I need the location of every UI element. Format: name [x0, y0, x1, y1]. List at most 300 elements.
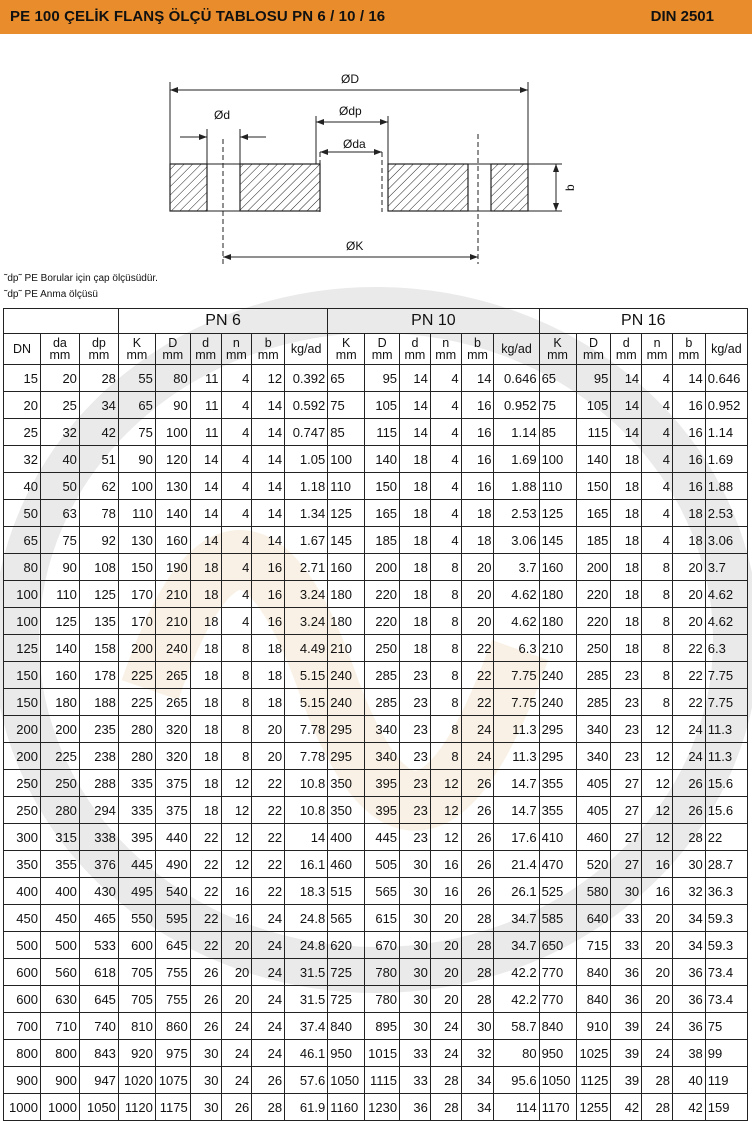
- table-row: [4, 554, 748, 581]
- table-cell: 28: [672, 824, 705, 851]
- table-cell: 1115: [365, 1067, 400, 1094]
- table-cell: 20: [430, 986, 461, 1013]
- col-header-pn2-2-symbol: d: [622, 336, 630, 350]
- table-cell: 400: [40, 878, 79, 905]
- table-cell: 18: [190, 797, 221, 824]
- table-cell: 910: [576, 1013, 611, 1040]
- table-cell: 20: [461, 581, 494, 608]
- table-cell: 1050: [539, 1067, 576, 1094]
- table-cell: 105: [576, 392, 611, 419]
- table-cell: 26: [221, 1094, 252, 1121]
- table-cell: 400: [328, 824, 365, 851]
- table-row: [4, 716, 748, 743]
- table-cell: 26: [672, 770, 705, 797]
- table-cell: 800: [40, 1040, 79, 1067]
- table-cell: 1000: [40, 1094, 79, 1121]
- table-cell: 34: [461, 1094, 494, 1121]
- table-cell: 185: [576, 527, 611, 554]
- table-cell: 105: [365, 392, 400, 419]
- table-cell: 24: [461, 716, 494, 743]
- table-cell: 42.2: [494, 986, 539, 1013]
- table-cell: 14: [252, 419, 285, 446]
- table-cell: 4.62: [494, 608, 539, 635]
- col-header-left-2: [79, 334, 118, 365]
- table-cell: 2.71: [285, 554, 328, 581]
- table-cell: 450: [40, 905, 79, 932]
- col-header-pn2-3-unit: mm: [646, 348, 668, 362]
- table-cell: 100: [328, 446, 365, 473]
- table-cell: 3.7: [494, 554, 539, 581]
- table-cell: 7.75: [705, 689, 747, 716]
- table-cell: 8: [430, 581, 461, 608]
- label-da: Øda: [343, 137, 366, 151]
- table-cell: 280: [118, 716, 155, 743]
- table-cell: 1050: [328, 1067, 365, 1094]
- col-header-pn1-1: [365, 334, 400, 365]
- table-cell: 615: [365, 905, 400, 932]
- table-cell: 440: [155, 824, 190, 851]
- table-cell: 550: [118, 905, 155, 932]
- col-header-pn0-5-symbol: kg/ad: [290, 342, 322, 356]
- table-cell: 320: [155, 743, 190, 770]
- table-cell: 33: [611, 932, 642, 959]
- table-cell: 28.7: [705, 851, 747, 878]
- table-cell: 395: [365, 797, 400, 824]
- table-cell: 75: [328, 392, 365, 419]
- table-row: [4, 770, 748, 797]
- table-cell: 170: [118, 608, 155, 635]
- table-cell: 42: [672, 1094, 705, 1121]
- table-cell: 200: [4, 743, 41, 770]
- note-dp-diameter: ˜dp˜ PE Borular için çap ölçüsüdür.: [4, 273, 158, 284]
- table-cell: 840: [576, 959, 611, 986]
- table-cell: 285: [576, 662, 611, 689]
- table-cell: 26: [461, 824, 494, 851]
- table-cell: 18: [611, 527, 642, 554]
- table-cell: 20: [642, 959, 673, 986]
- table-cell: 900: [4, 1067, 41, 1094]
- table-cell: 7.75: [494, 662, 539, 689]
- table-cell: 57.6: [285, 1067, 328, 1094]
- table-cell: 16: [672, 392, 705, 419]
- table-cell: 11: [190, 392, 221, 419]
- table-cell: 50: [4, 500, 41, 527]
- table-cell: 4: [642, 473, 673, 500]
- table-cell: 585: [539, 905, 576, 932]
- table-cell: 250: [365, 635, 400, 662]
- table-cell: 975: [155, 1040, 190, 1067]
- table-cell: 108: [79, 554, 118, 581]
- table-cell: 24: [252, 1013, 285, 1040]
- table-cell: 80: [155, 365, 190, 392]
- table-cell: 250: [576, 635, 611, 662]
- table-cell: 520: [576, 851, 611, 878]
- table-cell: 375: [155, 770, 190, 797]
- table-cell: 430: [79, 878, 118, 905]
- table-cell: 4.49: [285, 635, 328, 662]
- table-cell: 7.75: [494, 689, 539, 716]
- table-cell: 4: [221, 365, 252, 392]
- table-cell: 22: [252, 878, 285, 905]
- table-cell: 600: [4, 986, 41, 1013]
- table-cell: 30: [400, 932, 431, 959]
- table-cell: 20: [461, 554, 494, 581]
- table-cell: 12: [430, 824, 461, 851]
- col-header-pn0-2-unit: mm: [195, 348, 217, 362]
- table-cell: 770: [539, 959, 576, 986]
- table-cell: 460: [328, 851, 365, 878]
- table-cell: 18: [252, 689, 285, 716]
- table-cell: 24: [672, 716, 705, 743]
- table-cell: 1.18: [285, 473, 328, 500]
- col-header-pn0-3: [221, 334, 252, 365]
- table-cell: 450: [4, 905, 41, 932]
- table-cell: 16: [642, 851, 673, 878]
- table-cell: 755: [155, 986, 190, 1013]
- col-header-pn0-1-unit: mm: [162, 348, 184, 362]
- table-cell: 22: [672, 635, 705, 662]
- table-cell: 51: [79, 446, 118, 473]
- table-cell: 445: [365, 824, 400, 851]
- table-row: [4, 689, 748, 716]
- table-cell: 900: [40, 1067, 79, 1094]
- table-cell: 288: [79, 770, 118, 797]
- table-cell: 705: [118, 986, 155, 1013]
- table-cell: 18: [611, 581, 642, 608]
- table-cell: 18: [611, 608, 642, 635]
- table-row: [4, 959, 748, 986]
- table-cell: 780: [365, 959, 400, 986]
- table-cell: 0.646: [705, 365, 747, 392]
- table-cell: 4: [430, 392, 461, 419]
- table-cell: 1175: [155, 1094, 190, 1121]
- table-cell: 114: [494, 1094, 539, 1121]
- table-cell: 12: [642, 824, 673, 851]
- table-cell: 34.7: [494, 932, 539, 959]
- table-cell: 30: [400, 905, 431, 932]
- table-cell: 75: [118, 419, 155, 446]
- table-cell: 4: [221, 581, 252, 608]
- table-cell: 165: [365, 500, 400, 527]
- table-cell: 18: [400, 446, 431, 473]
- table-body: [4, 365, 748, 1121]
- table-cell: 10.8: [285, 797, 328, 824]
- table-row: [4, 581, 748, 608]
- table-cell: 31.5: [285, 959, 328, 986]
- table-cell: 14: [400, 392, 431, 419]
- table-cell: 1.69: [494, 446, 539, 473]
- col-header-pn0-4: [252, 334, 285, 365]
- table-cell: 2.53: [705, 500, 747, 527]
- table-cell: 840: [328, 1013, 365, 1040]
- table-cell: 4: [430, 365, 461, 392]
- table-cell: 800: [4, 1040, 41, 1067]
- col-header-pn2-1-unit: mm: [583, 348, 604, 362]
- table-cell: 8: [221, 743, 252, 770]
- table-cell: 340: [365, 743, 400, 770]
- table-cell: 33: [400, 1040, 431, 1067]
- table-cell: 700: [4, 1013, 41, 1040]
- table-cell: 100: [539, 446, 576, 473]
- table-cell: 130: [155, 473, 190, 500]
- col-header-left-0: [4, 334, 41, 365]
- table-cell: 0.392: [285, 365, 328, 392]
- table-cell: 8: [430, 554, 461, 581]
- col-header-pn0-2-symbol: d: [202, 336, 210, 350]
- table-cell: 295: [328, 716, 365, 743]
- table-cell: 28: [461, 932, 494, 959]
- table-cell: 4: [221, 608, 252, 635]
- table-cell: 27: [611, 824, 642, 851]
- table-cell: 18: [461, 527, 494, 554]
- table-cell: 18: [400, 635, 431, 662]
- table-cell: 525: [539, 878, 576, 905]
- table-cell: 16: [221, 878, 252, 905]
- table-cell: 12: [252, 365, 285, 392]
- table-cell: 16: [461, 419, 494, 446]
- table-cell: 11.3: [705, 743, 747, 770]
- table-cell: 14.7: [494, 797, 539, 824]
- table-cell: 12: [221, 851, 252, 878]
- table-cell: 860: [155, 1013, 190, 1040]
- table-cell: 16: [672, 446, 705, 473]
- table-cell: 22: [672, 689, 705, 716]
- table-cell: 28: [642, 1067, 673, 1094]
- table-cell: 160: [40, 662, 79, 689]
- table-cell: 1050: [79, 1094, 118, 1121]
- table-cell: 8: [221, 662, 252, 689]
- table-cell: 31.5: [285, 986, 328, 1013]
- table-cell: 23: [400, 716, 431, 743]
- table-cell: 159: [705, 1094, 747, 1121]
- table-cell: 65: [118, 392, 155, 419]
- table-cell: 20: [642, 932, 673, 959]
- col-header-pn2-0-symbol: K: [553, 336, 562, 350]
- table-cell: 710: [40, 1013, 79, 1040]
- table-row: [4, 1094, 748, 1121]
- table-cell: 37.4: [285, 1013, 328, 1040]
- table-cell: 100: [4, 608, 41, 635]
- table-cell: 600: [118, 932, 155, 959]
- table-cell: 20: [40, 365, 79, 392]
- table-cell: 4: [430, 473, 461, 500]
- table-cell: 595: [155, 905, 190, 932]
- table-cell: 30: [400, 959, 431, 986]
- col-header-pn0-0-unit: mm: [126, 348, 148, 362]
- table-cell: 4: [642, 446, 673, 473]
- table-cell: 28: [430, 1094, 461, 1121]
- table-cell: 18: [190, 743, 221, 770]
- table-cell: 250: [4, 797, 41, 824]
- table-cell: 24: [252, 1040, 285, 1067]
- table-cell: 150: [4, 689, 41, 716]
- table-cell: 95: [365, 365, 400, 392]
- col-header-pn2-4-symbol: b: [685, 336, 693, 350]
- col-header-pn0-0-symbol: K: [132, 336, 142, 350]
- table-cell: 46.1: [285, 1040, 328, 1067]
- table-cell: 23: [400, 689, 431, 716]
- table-cell: 0.952: [705, 392, 747, 419]
- table-cell: 410: [539, 824, 576, 851]
- table-cell: 4: [642, 500, 673, 527]
- table-cell: 18: [190, 554, 221, 581]
- table-cell: 355: [40, 851, 79, 878]
- table-cell: 62: [79, 473, 118, 500]
- table-cell: 8: [642, 635, 673, 662]
- table-cell: 7.78: [285, 743, 328, 770]
- table-cell: 16.1: [285, 851, 328, 878]
- col-header-pn1-4: [461, 334, 494, 365]
- table-cell: 20: [461, 608, 494, 635]
- table-cell: 135: [79, 608, 118, 635]
- table-cell: 1.05: [285, 446, 328, 473]
- table-cell: 8: [642, 581, 673, 608]
- table-cell: 73.4: [705, 986, 747, 1013]
- table-cell: 180: [539, 608, 576, 635]
- table-cell: 100: [4, 581, 41, 608]
- table-cell: 225: [40, 743, 79, 770]
- table-cell: 340: [576, 716, 611, 743]
- title-bar: [0, 0, 752, 34]
- table-cell: 23: [611, 716, 642, 743]
- table-cell: 6.3: [494, 635, 539, 662]
- table-cell: 1255: [576, 1094, 611, 1121]
- col-header-pn1-3: [430, 334, 461, 365]
- table-cell: 30: [400, 851, 431, 878]
- table-cell: 23: [611, 662, 642, 689]
- table-cell: 16: [221, 905, 252, 932]
- table-cell: 22: [705, 824, 747, 851]
- table-cell: 18: [190, 716, 221, 743]
- table-cell: 4: [221, 500, 252, 527]
- table-cell: 28: [461, 986, 494, 1013]
- table-cell: 30: [461, 1013, 494, 1040]
- table-cell: 125: [328, 500, 365, 527]
- table-cell: 495: [118, 878, 155, 905]
- table-cell: 4: [642, 392, 673, 419]
- table-cell: 27: [611, 797, 642, 824]
- table-cell: 20: [221, 986, 252, 1013]
- table-cell: 26: [672, 797, 705, 824]
- table-cell: 115: [365, 419, 400, 446]
- table-cell: 24: [672, 743, 705, 770]
- table-cell: 1.34: [285, 500, 328, 527]
- table-cell: 4: [221, 419, 252, 446]
- table-cell: 100: [118, 473, 155, 500]
- col-header-pn2-0: [539, 334, 576, 365]
- label-D: ØD: [341, 72, 359, 86]
- table-cell: 14: [252, 446, 285, 473]
- table-cell: 30: [400, 986, 431, 1013]
- table-cell: 375: [155, 797, 190, 824]
- table-row: [4, 419, 748, 446]
- table-cell: 17.6: [494, 824, 539, 851]
- table-cell: 470: [539, 851, 576, 878]
- table-cell: 18: [611, 473, 642, 500]
- table-cell: 20: [672, 581, 705, 608]
- table-cell: 65: [4, 527, 41, 554]
- table-cell: 36: [672, 1013, 705, 1040]
- table-cell: 5.15: [285, 689, 328, 716]
- table-cell: 405: [576, 797, 611, 824]
- table-cell: 33: [400, 1067, 431, 1094]
- table-cell: 24.8: [285, 932, 328, 959]
- table-cell: 0.646: [494, 365, 539, 392]
- table-cell: 1170: [539, 1094, 576, 1121]
- table-cell: 14: [611, 365, 642, 392]
- table-cell: 18: [611, 635, 642, 662]
- table-cell: 40: [4, 473, 41, 500]
- table-cell: 16: [672, 473, 705, 500]
- table-cell: 240: [539, 662, 576, 689]
- col-header-left-1-unit: mm: [49, 348, 71, 362]
- table-cell: 16: [252, 608, 285, 635]
- table-cell: 24: [221, 1040, 252, 1067]
- table-cell: 14: [285, 824, 328, 851]
- table-cell: 8: [642, 608, 673, 635]
- table-cell: 11.3: [494, 716, 539, 743]
- col-header-left-1: [40, 334, 79, 365]
- table-cell: 32: [40, 419, 79, 446]
- col-header-left-2-symbol: dp: [91, 336, 106, 350]
- table-cell: 8: [642, 662, 673, 689]
- table-cell: 565: [365, 878, 400, 905]
- table-cell: 99: [705, 1040, 747, 1067]
- group-pn6: PN 6: [118, 309, 327, 334]
- table-cell: 810: [118, 1013, 155, 1040]
- table-cell: 725: [328, 959, 365, 986]
- table-cell: 295: [328, 743, 365, 770]
- table-cell: 150: [365, 473, 400, 500]
- table-cell: 12: [430, 797, 461, 824]
- table-cell: 5.15: [285, 662, 328, 689]
- table-cell: 110: [328, 473, 365, 500]
- table-cell: 10.8: [285, 770, 328, 797]
- table-cell: 125: [40, 608, 79, 635]
- table-cell: 8: [221, 689, 252, 716]
- table-cell: 90: [40, 554, 79, 581]
- table-cell: 4: [221, 446, 252, 473]
- table-cell: 670: [365, 932, 400, 959]
- table-cell: 23: [400, 797, 431, 824]
- table-cell: 280: [40, 797, 79, 824]
- col-header-pn2-3: [642, 334, 673, 365]
- table-cell: 24: [252, 905, 285, 932]
- table-cell: 190: [155, 554, 190, 581]
- table-cell: 265: [155, 662, 190, 689]
- table-cell: 145: [539, 527, 576, 554]
- table-cell: 4: [221, 392, 252, 419]
- col-header-pn0-4-symbol: b: [264, 336, 272, 350]
- table-cell: 65: [328, 365, 365, 392]
- table-cell: 34: [672, 932, 705, 959]
- table-cell: 22: [190, 905, 221, 932]
- table-cell: 280: [118, 743, 155, 770]
- table-cell: 500: [40, 932, 79, 959]
- table-cell: 4.62: [705, 608, 747, 635]
- col-header-pn2-5-symbol: kg/ad: [711, 342, 742, 356]
- table-cell: 23: [400, 770, 431, 797]
- table-cell: 20: [642, 905, 673, 932]
- table-cell: 350: [328, 797, 365, 824]
- table-cell: 11.3: [494, 743, 539, 770]
- table-cell: 300: [4, 824, 41, 851]
- table-cell: 500: [4, 932, 41, 959]
- table-cell: 20: [221, 932, 252, 959]
- table-cell: 0.747: [285, 419, 328, 446]
- group-pn10: PN 10: [328, 309, 539, 334]
- table-cell: 600: [4, 959, 41, 986]
